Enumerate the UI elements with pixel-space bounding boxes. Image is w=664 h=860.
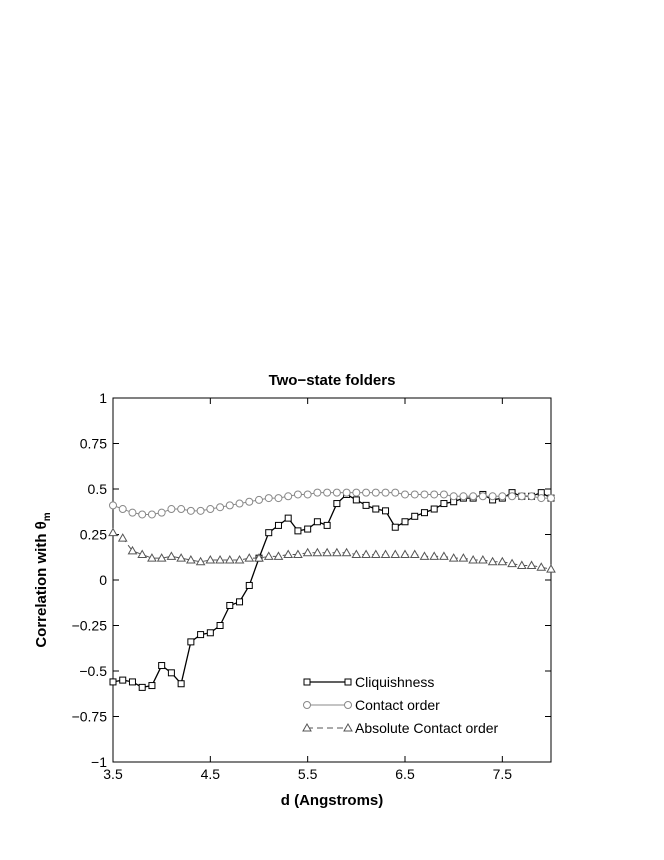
data-point: [324, 522, 330, 528]
data-point: [236, 500, 243, 507]
data-point: [284, 551, 292, 558]
data-point: [285, 515, 291, 521]
x-tick-label: 4.5: [200, 766, 221, 782]
data-point: [148, 511, 155, 518]
data-point: [227, 602, 233, 608]
data-point: [547, 565, 555, 572]
y-tick-label: 0: [99, 572, 107, 588]
legend-entry: [304, 674, 434, 690]
data-point: [421, 510, 427, 516]
x-axis-title: d (Angstroms): [280, 792, 384, 809]
data-point: [324, 489, 331, 496]
data-point: [470, 493, 477, 500]
data-point: [528, 561, 536, 568]
data-point: [265, 495, 272, 502]
data-point: [207, 506, 214, 513]
series-absolute-contact-order: [109, 529, 555, 572]
data-point: [314, 519, 320, 525]
data-point: [421, 491, 428, 498]
data-point: [109, 529, 117, 536]
data-point: [110, 679, 116, 685]
data-point: [528, 493, 535, 500]
data-point: [372, 489, 379, 496]
data-point: [353, 497, 359, 503]
data-point: [402, 519, 408, 525]
data-point: [460, 493, 467, 500]
series-line: [113, 493, 551, 688]
y-tick-label: 1: [99, 390, 107, 406]
data-point: [304, 549, 312, 556]
y-axis-title-main: Correlation with θ: [33, 521, 50, 648]
legend-label: Absolute Contact order: [355, 720, 499, 736]
data-point: [304, 491, 311, 498]
data-point: [168, 670, 174, 676]
data-point: [139, 684, 145, 690]
data-point: [285, 493, 292, 500]
data-point: [295, 528, 301, 534]
data-point: [498, 558, 506, 565]
chart-title: Two−state folders: [268, 372, 396, 389]
data-point: [459, 554, 467, 561]
legend-entry: [304, 697, 441, 713]
legend-marker-start: [304, 702, 311, 709]
data-point: [119, 506, 126, 513]
data-point: [237, 599, 243, 605]
data-point: [402, 491, 409, 498]
data-point: [120, 677, 126, 683]
legend-label: Contact order: [355, 697, 440, 713]
data-point: [363, 502, 369, 508]
data-point: [294, 491, 301, 498]
data-point: [188, 639, 194, 645]
data-point: [499, 493, 506, 500]
legend: [303, 674, 499, 736]
y-axis-title: [33, 512, 53, 647]
x-tick-label: 7.5: [492, 766, 513, 782]
y-tick-label: −0.75: [71, 708, 107, 725]
data-point: [129, 509, 136, 516]
data-point: [431, 506, 437, 512]
x-tick-label: 6.5: [395, 766, 415, 782]
data-point: [129, 679, 135, 685]
data-point: [382, 489, 389, 496]
data-point: [411, 491, 418, 498]
data-point: [198, 632, 204, 638]
series-cliquishness: [110, 490, 554, 691]
data-point: [266, 530, 272, 536]
data-point: [509, 493, 516, 500]
data-point: [119, 534, 127, 541]
y-tick-label: 0.25: [79, 526, 107, 543]
data-point: [479, 493, 486, 500]
y-axis-title-subscript: m: [42, 512, 53, 522]
y-tick-label: −1: [91, 754, 107, 770]
data-point: [149, 683, 155, 689]
data-point: [207, 630, 213, 636]
y-tick-label: −0.25: [71, 617, 107, 634]
x-tick-label: 5.5: [297, 766, 318, 782]
data-point: [412, 513, 418, 519]
data-point: [246, 582, 252, 588]
data-point: [441, 501, 447, 507]
data-point: [363, 489, 370, 496]
y-tick-label: −0.5: [79, 663, 107, 679]
data-point: [392, 524, 398, 530]
data-point: [245, 554, 253, 561]
data-point: [256, 496, 263, 503]
data-point: [548, 495, 555, 502]
data-point: [138, 551, 146, 558]
data-point: [450, 493, 457, 500]
data-point: [343, 489, 350, 496]
data-point: [508, 560, 516, 567]
data-point: [265, 552, 273, 559]
legend-marker-end: [344, 724, 352, 731]
data-point: [392, 489, 399, 496]
data-point: [178, 506, 185, 513]
data-point: [217, 504, 224, 511]
legend-marker-end: [345, 679, 351, 685]
data-point: [275, 522, 281, 528]
data-point: [479, 556, 487, 563]
data-point: [518, 493, 525, 500]
legend-marker-start: [304, 679, 310, 685]
data-point: [489, 493, 496, 500]
data-point: [197, 507, 204, 514]
series-layer: [109, 489, 555, 690]
data-point: [353, 489, 360, 496]
data-point: [537, 563, 545, 570]
data-point: [139, 511, 146, 518]
data-point: [305, 526, 311, 532]
y-tick-label: 0.5: [87, 481, 107, 497]
data-point: [187, 507, 194, 514]
data-point: [217, 623, 223, 629]
data-point: [333, 489, 340, 496]
legend-label: Cliquishness: [355, 674, 435, 690]
data-point: [383, 508, 389, 514]
data-point: [168, 506, 175, 513]
data-point: [373, 506, 379, 512]
legend-marker-end: [345, 702, 352, 709]
data-point: [159, 663, 165, 669]
data-point: [440, 491, 447, 498]
data-point: [411, 551, 419, 558]
data-point: [226, 502, 233, 509]
y-tick-label: 0.75: [79, 435, 107, 452]
data-point: [178, 681, 184, 687]
data-point: [334, 501, 340, 507]
data-point: [440, 552, 448, 559]
data-point: [314, 489, 321, 496]
legend-entry: [303, 720, 499, 736]
data-point: [275, 495, 282, 502]
data-point: [431, 491, 438, 498]
data-point: [538, 495, 545, 502]
plot-area-frame: [113, 398, 551, 762]
data-point: [246, 498, 253, 505]
x-tick-label: 3.5: [103, 766, 123, 782]
data-point: [167, 552, 175, 559]
series-line: [113, 533, 551, 569]
data-point: [110, 502, 117, 509]
data-point: [158, 509, 165, 516]
